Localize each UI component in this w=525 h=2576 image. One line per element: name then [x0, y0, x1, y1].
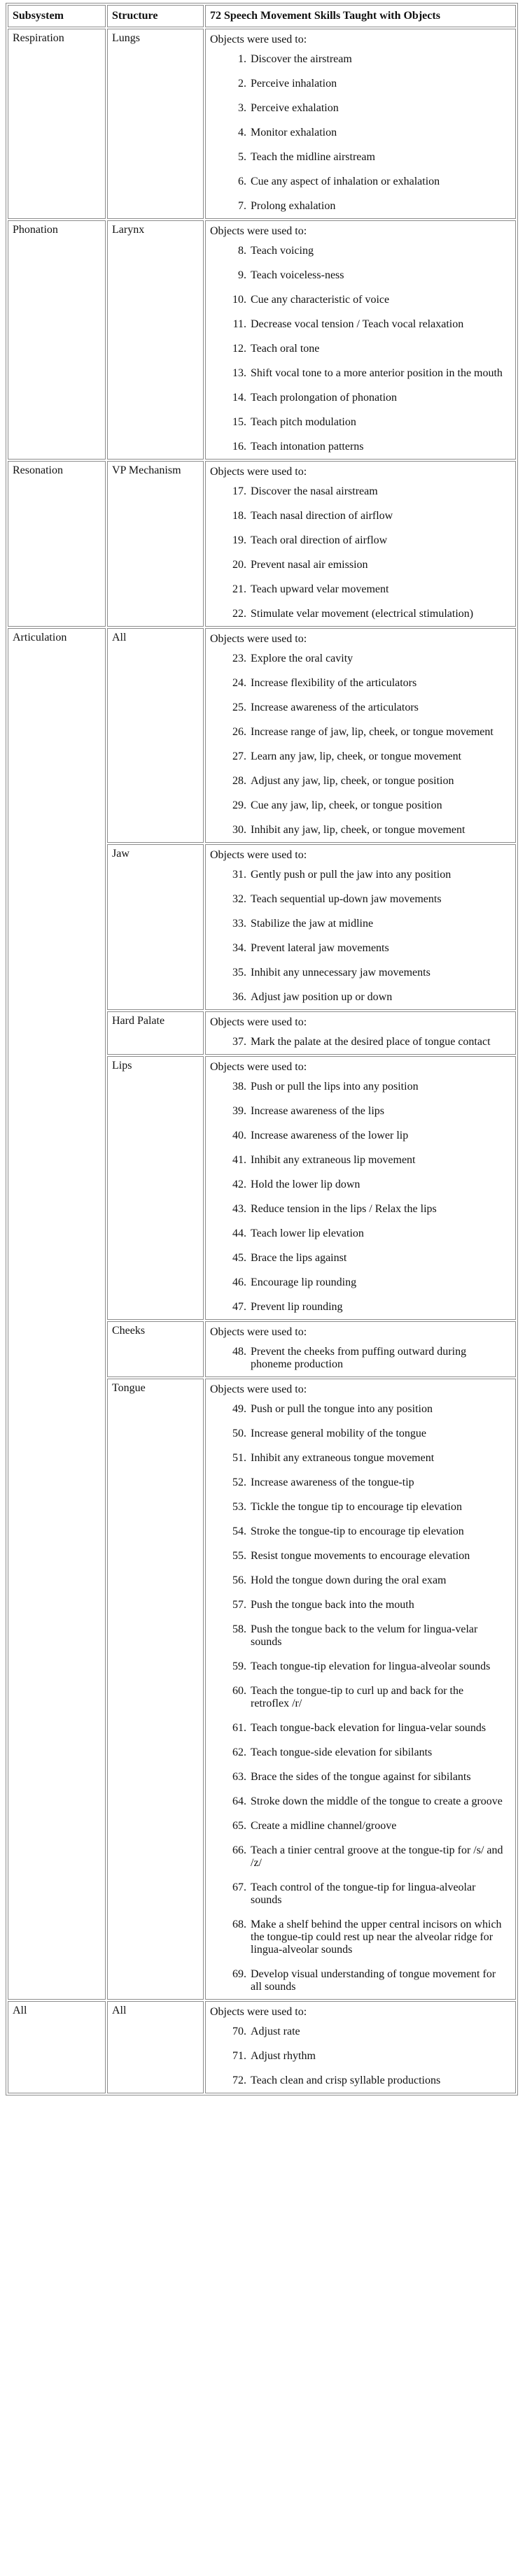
list-item — [210, 1301, 511, 1314]
item-number: 40. — [232, 1130, 246, 1141]
item-text: Inhibit any unnecessary jaw movements — [251, 967, 430, 979]
item-text: Prevent lip rounding — [251, 1301, 343, 1313]
item-number: 16. — [232, 441, 246, 453]
list-item — [210, 775, 511, 788]
item-text: Decrease vocal tension / Teach vocal relaxation — [251, 318, 464, 330]
item-text: Cue any jaw, lip, cheek, or tongue position — [251, 799, 442, 811]
list-item — [210, 1276, 511, 1289]
item-text: Increase awareness of the lower lip — [251, 1130, 409, 1141]
item-number: 50. — [232, 1428, 246, 1439]
item-number: 42. — [232, 1179, 246, 1190]
cell-structure: Lungs — [107, 29, 204, 219]
skills-list — [210, 485, 511, 620]
list-item — [210, 1968, 511, 1993]
item-number: 61. — [232, 1722, 246, 1734]
list-item — [210, 750, 511, 763]
item-text: Teach a tinier central groove at the tongue-tip for /s/ and /z/ — [251, 1844, 503, 1869]
cell-subsystem: Resonation — [8, 461, 106, 627]
item-number: 65. — [232, 1820, 246, 1832]
cell-skills — [205, 220, 516, 460]
skills-intro: Objects were used to: — [210, 1383, 307, 1395]
cell-skills — [205, 29, 516, 219]
item-number: 62. — [232, 1746, 246, 1758]
item-text: Push or pull the lips into any position — [251, 1081, 419, 1093]
skills-intro: Objects were used to: — [210, 633, 307, 645]
item-text: Push the tongue back into the mouth — [251, 1599, 414, 1611]
list-item — [210, 1795, 511, 1808]
item-number: 18. — [232, 510, 246, 522]
item-number: 37. — [232, 1036, 246, 1048]
cell-skills — [205, 628, 516, 843]
skills-intro: Objects were used to: — [210, 1016, 307, 1028]
item-text: Inhibit any jaw, lip, cheek, or tongue movement — [251, 824, 465, 836]
item-number: 30. — [232, 824, 246, 836]
cell-structure: All — [107, 2001, 204, 2093]
item-number: 5. — [238, 151, 246, 163]
item-text: Adjust rate — [251, 2026, 300, 2037]
item-text: Prevent lateral jaw movements — [251, 942, 389, 954]
item-number: 29. — [232, 799, 246, 811]
list-item — [210, 967, 511, 979]
list-item — [210, 1746, 511, 1759]
item-number: 72. — [232, 2075, 246, 2086]
item-text: Teach the midline airstream — [251, 151, 375, 163]
item-text: Teach tongue-back elevation for lingua-velar sounds — [251, 1722, 486, 1734]
item-number: 10. — [232, 294, 246, 306]
item-text: Encourage lip rounding — [251, 1276, 357, 1288]
table-row — [8, 628, 516, 843]
skills-intro: Objects were used to: — [210, 34, 307, 45]
list-item — [210, 1130, 511, 1142]
list-item — [210, 702, 511, 714]
list-item — [210, 1844, 511, 1870]
item-number: 43. — [232, 1203, 246, 1215]
list-item — [210, 102, 511, 115]
item-text: Stabilize the jaw at midline — [251, 918, 374, 930]
item-text: Perceive exhalation — [251, 102, 339, 114]
list-item — [210, 392, 511, 404]
list-item — [210, 1227, 511, 1240]
item-number: 36. — [232, 991, 246, 1003]
list-item — [210, 176, 511, 188]
cell-structure: Lips — [107, 1056, 204, 1320]
cell-skills — [205, 2001, 516, 2093]
item-number: 67. — [232, 1881, 246, 1893]
item-text: Reduce tension in the lips / Relax the lips — [251, 1203, 437, 1215]
list-item — [210, 510, 511, 522]
skills-list — [210, 1403, 511, 1993]
list-item — [210, 1722, 511, 1735]
list-item — [210, 485, 511, 498]
item-text: Create a midline channel/groove — [251, 1820, 397, 1832]
item-text: Increase general mobility of the tongue — [251, 1428, 427, 1439]
item-number: 57. — [232, 1599, 246, 1611]
item-number: 45. — [232, 1252, 246, 1264]
item-text: Prevent nasal air emission — [251, 559, 368, 571]
list-item — [210, 1820, 511, 1833]
item-number: 34. — [232, 942, 246, 954]
item-number: 66. — [232, 1844, 246, 1856]
item-number: 71. — [232, 2050, 246, 2062]
item-number: 23. — [232, 653, 246, 664]
item-text: Brace the sides of the tongue against for sibilants — [251, 1771, 471, 1783]
item-text: Hold the tongue down during the oral exam — [251, 1574, 447, 1586]
item-text: Perceive inhalation — [251, 78, 337, 90]
item-text: Make a shelf behind the upper central incisors on which the tongue-tip could rest up near the alveolar ridge for lingua-alveolar sounds — [251, 1919, 502, 1956]
item-number: 12. — [232, 343, 246, 355]
item-number: 58. — [232, 1623, 246, 1635]
cell-subsystem: Respiration — [8, 29, 106, 219]
list-item — [210, 942, 511, 955]
list-item — [210, 416, 511, 429]
list-item — [210, 151, 511, 164]
skills-list — [210, 1036, 511, 1048]
skills-list — [210, 53, 511, 213]
item-text: Teach oral direction of airflow — [251, 534, 388, 546]
list-item — [210, 1105, 511, 1118]
item-text: Discover the airstream — [251, 53, 352, 65]
item-number: 2. — [238, 78, 246, 90]
item-text: Tickle the tongue tip to encourage tip elevation — [251, 1501, 462, 1513]
item-text: Resist tongue movements to encourage elevation — [251, 1550, 470, 1562]
item-number: 63. — [232, 1771, 246, 1783]
list-item — [210, 53, 511, 66]
list-item — [210, 1550, 511, 1563]
item-number: 15. — [232, 416, 246, 428]
item-text: Teach lower lip elevation — [251, 1227, 364, 1239]
list-item — [210, 127, 511, 139]
skills-intro: Objects were used to: — [210, 466, 307, 478]
item-number: 7. — [238, 200, 246, 212]
list-item — [210, 893, 511, 906]
item-text: Increase awareness of the lips — [251, 1105, 385, 1117]
item-number: 21. — [232, 583, 246, 595]
item-number: 47. — [232, 1301, 246, 1313]
list-item — [210, 269, 511, 282]
list-item — [210, 824, 511, 837]
item-text: Cue any characteristic of voice — [251, 294, 390, 306]
item-text: Discover the nasal airstream — [251, 485, 378, 497]
item-text: Teach upward velar movement — [251, 583, 389, 595]
cell-subsystem: Articulation — [8, 628, 106, 2000]
item-text: Gently push or pull the jaw into any position — [251, 869, 451, 881]
header-row — [8, 5, 516, 27]
item-number: 48. — [232, 1346, 246, 1358]
item-number: 53. — [232, 1501, 246, 1513]
cell-structure: Hard Palate — [107, 1011, 204, 1055]
item-number: 31. — [232, 869, 246, 881]
list-item — [210, 1599, 511, 1611]
list-item — [210, 918, 511, 930]
list-item — [210, 991, 511, 1004]
item-number: 17. — [232, 485, 246, 497]
item-text: Teach pitch modulation — [251, 416, 356, 428]
item-number: 70. — [232, 2026, 246, 2037]
cell-structure: Jaw — [107, 844, 204, 1010]
list-item — [210, 294, 511, 306]
cell-structure: Cheeks — [107, 1321, 204, 1377]
item-text: Adjust rhythm — [251, 2050, 316, 2062]
cell-subsystem: Phonation — [8, 220, 106, 460]
skills-list — [210, 869, 511, 1004]
list-item — [210, 1881, 511, 1907]
list-item — [210, 1919, 511, 1956]
skills-list — [210, 653, 511, 837]
table-body — [8, 29, 516, 2093]
item-number: 26. — [232, 726, 246, 738]
item-number: 3. — [238, 102, 246, 114]
list-item — [210, 1574, 511, 1587]
item-number: 19. — [232, 534, 246, 546]
list-item — [210, 799, 511, 812]
list-item — [210, 367, 511, 380]
item-text: Explore the oral cavity — [251, 653, 354, 664]
cell-skills — [205, 1321, 516, 1377]
item-number: 54. — [232, 1525, 246, 1537]
header-skills: 72 Speech Movement Skills Taught with Objects — [205, 5, 516, 27]
item-text: Learn any jaw, lip, cheek, or tongue movement — [251, 750, 462, 762]
item-number: 68. — [232, 1919, 246, 1930]
item-text: Inhibit any extraneous lip movement — [251, 1154, 416, 1166]
list-item — [210, 1179, 511, 1191]
skills-intro: Objects were used to: — [210, 2006, 307, 2018]
cell-structure: Larynx — [107, 220, 204, 460]
cell-skills — [205, 1056, 516, 1320]
item-number: 20. — [232, 559, 246, 571]
item-text: Monitor exhalation — [251, 127, 337, 138]
cell-skills — [205, 1379, 516, 2000]
skills-intro: Objects were used to: — [210, 849, 307, 861]
item-text: Adjust any jaw, lip, cheek, or tongue position — [251, 775, 454, 787]
list-item — [210, 608, 511, 620]
cell-skills — [205, 1011, 516, 1055]
item-number: 14. — [232, 392, 246, 404]
item-number: 46. — [232, 1276, 246, 1288]
item-text: Cue any aspect of inhalation or exhalation — [251, 176, 440, 187]
item-text: Stimulate velar movement (electrical stimulation) — [251, 608, 474, 620]
item-text: Develop visual understanding of tongue movement for all sounds — [251, 1968, 496, 1993]
cell-skills — [205, 461, 516, 627]
list-item — [210, 1525, 511, 1538]
item-number: 27. — [232, 750, 246, 762]
item-text: Inhibit any extraneous tongue movement — [251, 1452, 435, 1464]
item-number: 13. — [232, 367, 246, 379]
item-text: Teach clean and crisp syllable productions — [251, 2075, 441, 2086]
list-item — [210, 2050, 511, 2063]
item-text: Teach control of the tongue-tip for lingua-alveolar sounds — [251, 1881, 476, 1906]
item-text: Teach nasal direction of airflow — [251, 510, 393, 522]
item-text: Teach tongue-side elevation for sibilants — [251, 1746, 433, 1758]
list-item — [210, 1403, 511, 1416]
item-text: Teach intonation patterns — [251, 441, 364, 453]
list-item — [210, 441, 511, 453]
item-number: 33. — [232, 918, 246, 930]
table-row — [8, 29, 516, 219]
item-text: Increase flexibility of the articulators — [251, 677, 417, 689]
table-row — [8, 461, 516, 627]
cell-structure: All — [107, 628, 204, 843]
list-item — [210, 726, 511, 739]
item-number: 9. — [238, 269, 246, 281]
speech-skills-table — [6, 3, 518, 2095]
table-row — [8, 2001, 516, 2093]
item-number: 56. — [232, 1574, 246, 1586]
item-text: Teach voicing — [251, 245, 314, 257]
item-text: Mark the palate at the desired place of tongue contact — [251, 1036, 491, 1048]
list-item — [210, 1252, 511, 1265]
item-text: Prevent the cheeks from puffing outward during phoneme production — [251, 1346, 467, 1370]
list-item — [210, 1203, 511, 1216]
item-number: 24. — [232, 677, 246, 689]
item-number: 59. — [232, 1660, 246, 1672]
list-item — [210, 343, 511, 355]
list-item — [210, 1623, 511, 1649]
item-text: Hold the lower lip down — [251, 1179, 360, 1190]
item-text: Increase range of jaw, lip, cheek, or tongue movement — [251, 726, 493, 738]
list-item — [210, 1771, 511, 1784]
item-text: Teach prolongation of phonation — [251, 392, 398, 404]
item-text: Push or pull the tongue into any position — [251, 1403, 433, 1415]
item-number: 22. — [232, 608, 246, 620]
item-number: 25. — [232, 702, 246, 713]
item-number: 35. — [232, 967, 246, 979]
item-text: Shift vocal tone to a more anterior position in the mouth — [251, 367, 503, 379]
list-item — [210, 1346, 511, 1371]
item-text: Brace the lips against — [251, 1252, 347, 1264]
list-item — [210, 559, 511, 571]
item-number: 38. — [232, 1081, 246, 1093]
item-text: Increase awareness of the articulators — [251, 702, 419, 713]
item-number: 32. — [232, 893, 246, 905]
item-number: 55. — [232, 1550, 246, 1562]
table-row — [8, 220, 516, 460]
item-number: 1. — [238, 53, 246, 65]
skills-intro: Objects were used to: — [210, 1326, 307, 1338]
list-item — [210, 1452, 511, 1465]
skills-intro: Objects were used to: — [210, 1061, 307, 1073]
item-number: 69. — [232, 1968, 246, 1980]
item-text: Adjust jaw position up or down — [251, 991, 393, 1003]
list-item — [210, 1660, 511, 1673]
item-text: Teach voiceless-ness — [251, 269, 344, 281]
list-item — [210, 1476, 511, 1489]
item-text: Stroke the tongue-tip to encourage tip elevation — [251, 1525, 464, 1537]
list-item — [210, 2026, 511, 2038]
item-number: 52. — [232, 1476, 246, 1488]
item-number: 4. — [238, 127, 246, 138]
list-item — [210, 1685, 511, 1710]
list-item — [210, 318, 511, 331]
list-item — [210, 200, 511, 213]
skills-list — [210, 2026, 511, 2087]
item-number: 44. — [232, 1227, 246, 1239]
item-text: Teach tongue-tip elevation for lingua-alveolar sounds — [251, 1660, 491, 1672]
item-text: Increase awareness of the tongue-tip — [251, 1476, 414, 1488]
list-item — [210, 1428, 511, 1440]
item-text: Teach the tongue-tip to curl up and back for the retroflex /r/ — [251, 1685, 464, 1709]
skills-list — [210, 1081, 511, 1314]
item-number: 6. — [238, 176, 246, 187]
item-number: 41. — [232, 1154, 246, 1166]
item-number: 60. — [232, 1685, 246, 1697]
header-structure: Structure — [107, 5, 204, 27]
header-subsystem: Subsystem — [8, 5, 106, 27]
skills-list — [210, 1346, 511, 1371]
list-item — [210, 534, 511, 547]
item-text: Push the tongue back to the velum for lingua-velar sounds — [251, 1623, 478, 1648]
list-item — [210, 653, 511, 665]
skills-list — [210, 245, 511, 453]
item-number: 64. — [232, 1795, 246, 1807]
list-item — [210, 245, 511, 257]
item-number: 39. — [232, 1105, 246, 1117]
item-text: Teach sequential up-down jaw movements — [251, 893, 442, 905]
list-item — [210, 2075, 511, 2087]
list-item — [210, 583, 511, 596]
item-text: Stroke down the middle of the tongue to create a groove — [251, 1795, 503, 1807]
list-item — [210, 1081, 511, 1093]
list-item — [210, 1036, 511, 1048]
item-text: Prolong exhalation — [251, 200, 336, 212]
cell-subsystem: All — [8, 2001, 106, 2093]
list-item — [210, 677, 511, 690]
item-number: 49. — [232, 1403, 246, 1415]
skills-intro: Objects were used to: — [210, 225, 307, 237]
cell-structure: VP Mechanism — [107, 461, 204, 627]
list-item — [210, 869, 511, 881]
cell-structure: Tongue — [107, 1379, 204, 2000]
item-text: Teach oral tone — [251, 343, 320, 355]
item-number: 51. — [232, 1452, 246, 1464]
item-number: 11. — [232, 318, 246, 330]
list-item — [210, 1154, 511, 1167]
list-item — [210, 1501, 511, 1514]
item-number: 28. — [232, 775, 246, 787]
item-number: 8. — [238, 245, 246, 257]
cell-skills — [205, 844, 516, 1010]
list-item — [210, 78, 511, 90]
